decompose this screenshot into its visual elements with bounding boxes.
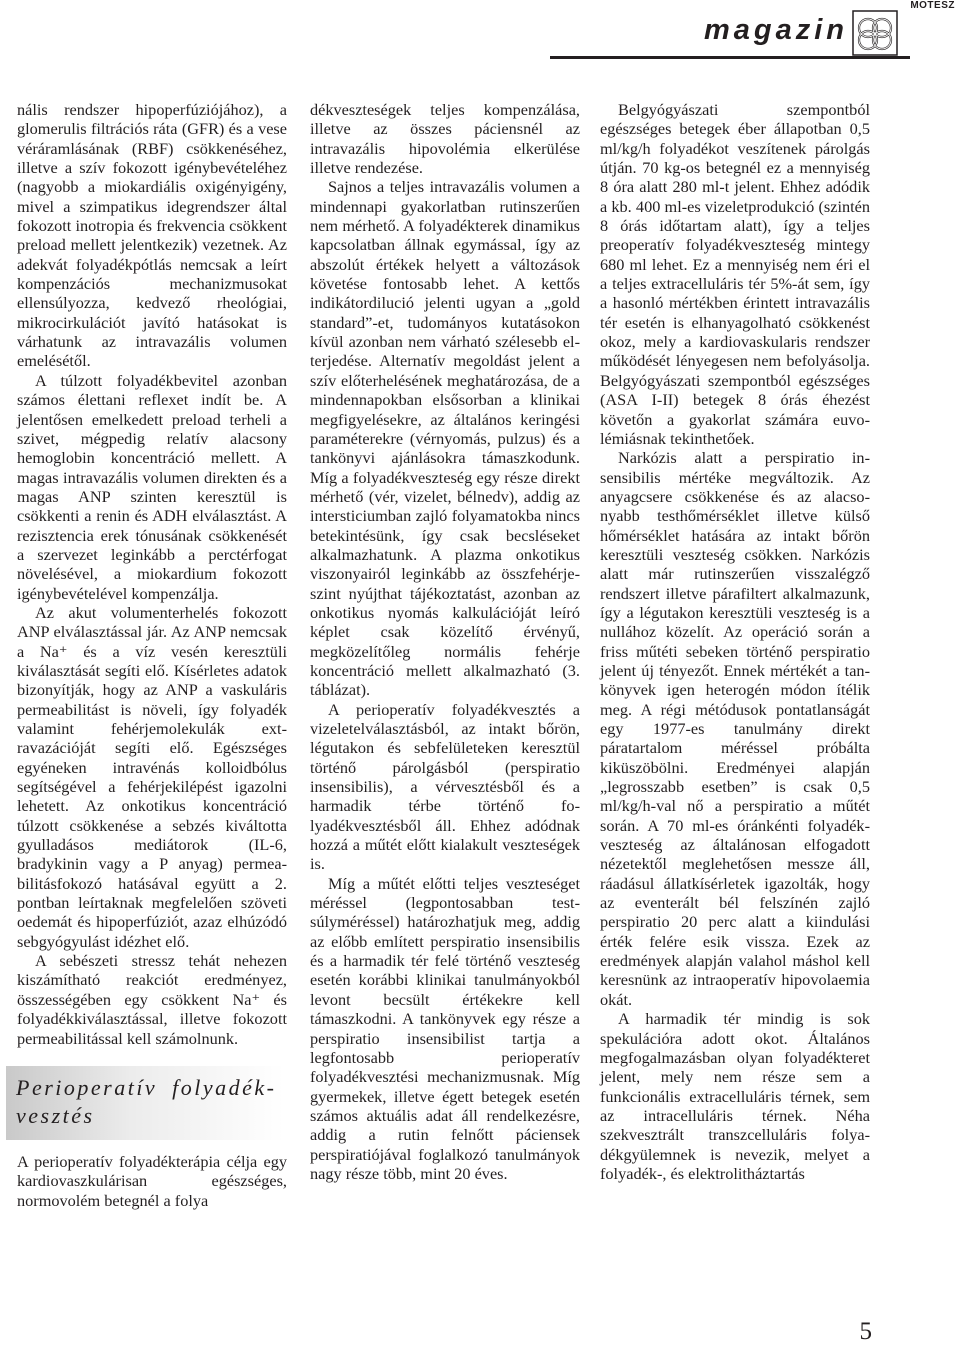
paragraph: Míg a műtét előtti teljes veszteséget méréssel (legpontosabban testsúlyméréssel) határozhatjuk meg, addig az előbb említett perspiratio insensibilis és a harmadik tér felé történő veszteség esetén korábbi klinikai tanulmányokból levont becsült értékekre kell támaszkodni. A tankönyvek egy része a perspiratio insensibilist tartja a legfontosabb perioperatív folyadékvesztési mechanizmusnak. Míg gyermekek, illetve égett betegek esetén számos aktuális adat áll rendelkezésre, addig a rutin felnőtt páciensek perspiratiójával foglalkozó tanulmányok nagy része több, mint 20 éves.: [310, 873, 580, 1183]
paragraph: nális rendszer hipoperfúziójához), a glomerulis filtrációs ráta (GFR) és a vese véráramlásának (RBF) csökkenéséhez, illetve a szív fokozott igénybevételéhez (nagyobb a miokardiális oxigényigény, mivel a szimpatikus idegrendszer által fokozott inotropia és frekvencia csökkent preload mellett jelentkezik) vezetnek. Az adekvát folyadékpótlás nemcsak a leírt kompenzációs mechanizmusokat ellensúlyozza, kedvező rheológiai, mikrocirkulációt javító hatásokat is várhatunk az intravazális volumen emelésétől.: [17, 100, 287, 371]
paragraph: Narkózis alatt a perspiratio insensibilis mértéke megváltozik. Az anyagcsere csökkenése és az alacsonyabb testhőmérséklet illetve külső hőmérséklet hatására az intakt bőrön keresztüli veszteség csökken. Narkózis alatt már rutinszerűen visszalégző rendszert illetve párafiltert alkalmazunk, így a légutakon keresztüli veszteség is a nullához közelít. Az operáció során a friss műtéti sebeken történő perspiratio jelent új tényezőt. Ennek mértékét a tankönyvek igen heterogén módon ítélik meg. A régi métódusok pontatlanságát egy 1977-es tanulmány direkt páratartalom méréssel próbálta kiküszöbölni. Eredményei alapján „legrosszabb esetben” is csak 0,5 ml/kg/h-val nő a perspiratio a műtét során. A 70 ml-es óránkénti folyadékveszteség az általánosan elfogadott nézetektől meglehetősen messze áll, ráadásul állatkísérletek igazolták, hogy az eventerált bél felszínén zajló perspiratio 20 perc alatt a kiindulási érték felére esik vissza. Ezek az eredmények alapján valahol máshol kell keresnünk az intraoperatív hipovolaemia okát.: [600, 448, 870, 1009]
section-heading: Perioperatív folyadékvesztés: [16, 1074, 274, 1128]
paragraph: A perioperatív folyadékvesztés a vizeletelválasztásból, az intakt bőrön, légutakon és sebfelületeken keresztül történő párolgásból (perspiratio insensibilis), a vérvesztésből és a harmadik térbe történő folyadékvesztésből áll. Ehhez adódnak hozzá a műtét előtt kialakult veszteségek is.: [310, 699, 580, 874]
header-rule: [550, 56, 910, 59]
paragraph: A sebészeti stressz tehát nehezen kiszámítható reakciót eredményez, összességében egy csökkent Na⁺ és folyadékkiválasztással, illetve fokozott permeabilitással kell számolnunk.: [17, 951, 287, 1048]
publisher-label: MOTESZ: [910, 0, 955, 11]
page-number: 5: [859, 1318, 872, 1345]
section-title: magazin: [703, 14, 848, 46]
paragraph: A harmadik tér mindig is sok spekulációra adott okot. Általános megfogalmazásban olyan folyadékteret jelent, mely nem része sem a funkcionális extracelluláris térnek, sem az intracelluláris térnek. Néha szekvesztrált transzcelluláris folyadékgyülemnek is nevezik, melyet a folyadék-, és elektrolitháztartás: [600, 1009, 870, 1183]
paragraph: Belgyógyászati szempontból egészséges betegek éber állapotban 0,5 ml/kg/h folyadékot veszítenek párolgás útján. 70 kg-os betegnél ez a mennyiség 8 óra alatt 280 ml-t jelent. Ehhez adódik a kb. 400 ml-es vizeletprodukció (szintén 8 órás időtartam alatt), így a teljes preoperatív folyadékveszteség mintegy 680 ml lehet. Ez a mennyiség nem éri el a teljes extracelluláris tér 5%-át sem, így a hasonló mértékben érintett intravazális tér esetén is elhanyagolható csökkenést okoz, mely a kardiovaskularis rendszer működését lényegesen nem befolyásolja. Belgyógyászati szempontból egészséges (ASA I-II) betegek 8 órás éhezést követőn a gyakorlat számára euvolémiásnak tekinthetőek.: [600, 100, 870, 448]
paragraph: A perioperatív folyadékterápia célja egy kardiovaszkulárisan egészséges, normovolém betegnél a folya: [17, 1151, 287, 1210]
section-heading-box: [6, 1066, 284, 1140]
text-column-1: [17, 100, 287, 1210]
paragraph: Az akut volumenterhelés fokozott ANP elválasztással jár. Az ANP nemcsak a Na⁺ és a víz vesén keresztüli kiválasztását segíti elő. Kísérletes adatok bizonyítják, hogy az ANP a vaskuláris permeabilitást is növeli, így folyadék valamint fehérjemolekulák extravazációját segíti elő. Egészséges egyéneken intravénás kolloidbólus segítségével a fehérjekilépést igazolni lehetett. Az onkotikus koncentráció túlzott csökkenése a sebzés kiváltotta gyulladásos mediátorok (IL-6, bradykinin vagy a P anyag) permeabilitásfokozó hatásával együtt a 2. pontban leírtaknak megfelelően szöveti oedemát és hipoperfúziót, azaz elhúzódó sebgyógyulást idézhet elő.: [17, 602, 287, 951]
paragraph: A túlzott folyadékbevitel azonban számos élettani reflexet indít be. A jelentősen emelkedett preload terheli a szivet, mégpedig relatív alacsony hemoglobin koncentráció mellett. A magas intravazális volumen direkten és a magas ANP szinten keresztül is csökkenti a renin és ADH elválasztást. A rezisztencia erek tónusának csökkenését a szervezet leginkább a perctérfogat növelésével, a miokardium fokozott igénybevételével kompenzálja.: [17, 370, 287, 603]
text-column-2: [310, 100, 580, 1183]
interlaced-knot-logo-icon: [852, 10, 898, 56]
paragraph: dékveszteségek teljes kompenzálása, illetve az összes páciensnél az intravazális hipovolémia elkerülése illetve rendezése.: [310, 100, 580, 178]
paragraph: Sajnos a teljes intravazális volumen a mindennapi gyakorlatban rutinszerűen nem mérhető. A folyadékterek dinamikus kapcsolatban állnak egymással, így az abszolút értékek helyett a változások követése fontosabb lehet. A kettős indikátordilució jelenti ugyan a „gold standard”-et, tudományos kutatásokon kívül azonban nem várható szélesebb elterjedése. Alternatív megoldást jelent a szív előterhelésének meghatározása, de a mindennapokban elsősorban a klinikai megfigyelésekre, az általános keringési paraméterekre (vérnyomás, pulzus) és a tankönyvi ajánlásokra támaszkodunk. Míg a folyadékveszteség egy része direkt mérhető (vér, vizelet, bélnedv), addig az intersticiumban zajló folyamatokba nincs betekintésünk, így csak becsléseket alkalmazhatunk. A plazma onkotikus viszonyairól leginkább az összfehérje-szint nyújthat tájékoztatást, azonban az onkotikus nyomás kalkulációját leíró képlet csak közelítő érvényű, megközelítőleg normális fehérje koncentráció mellett alkalmazható (3. táblázat).: [310, 177, 580, 700]
text-column-3: [600, 100, 870, 1183]
